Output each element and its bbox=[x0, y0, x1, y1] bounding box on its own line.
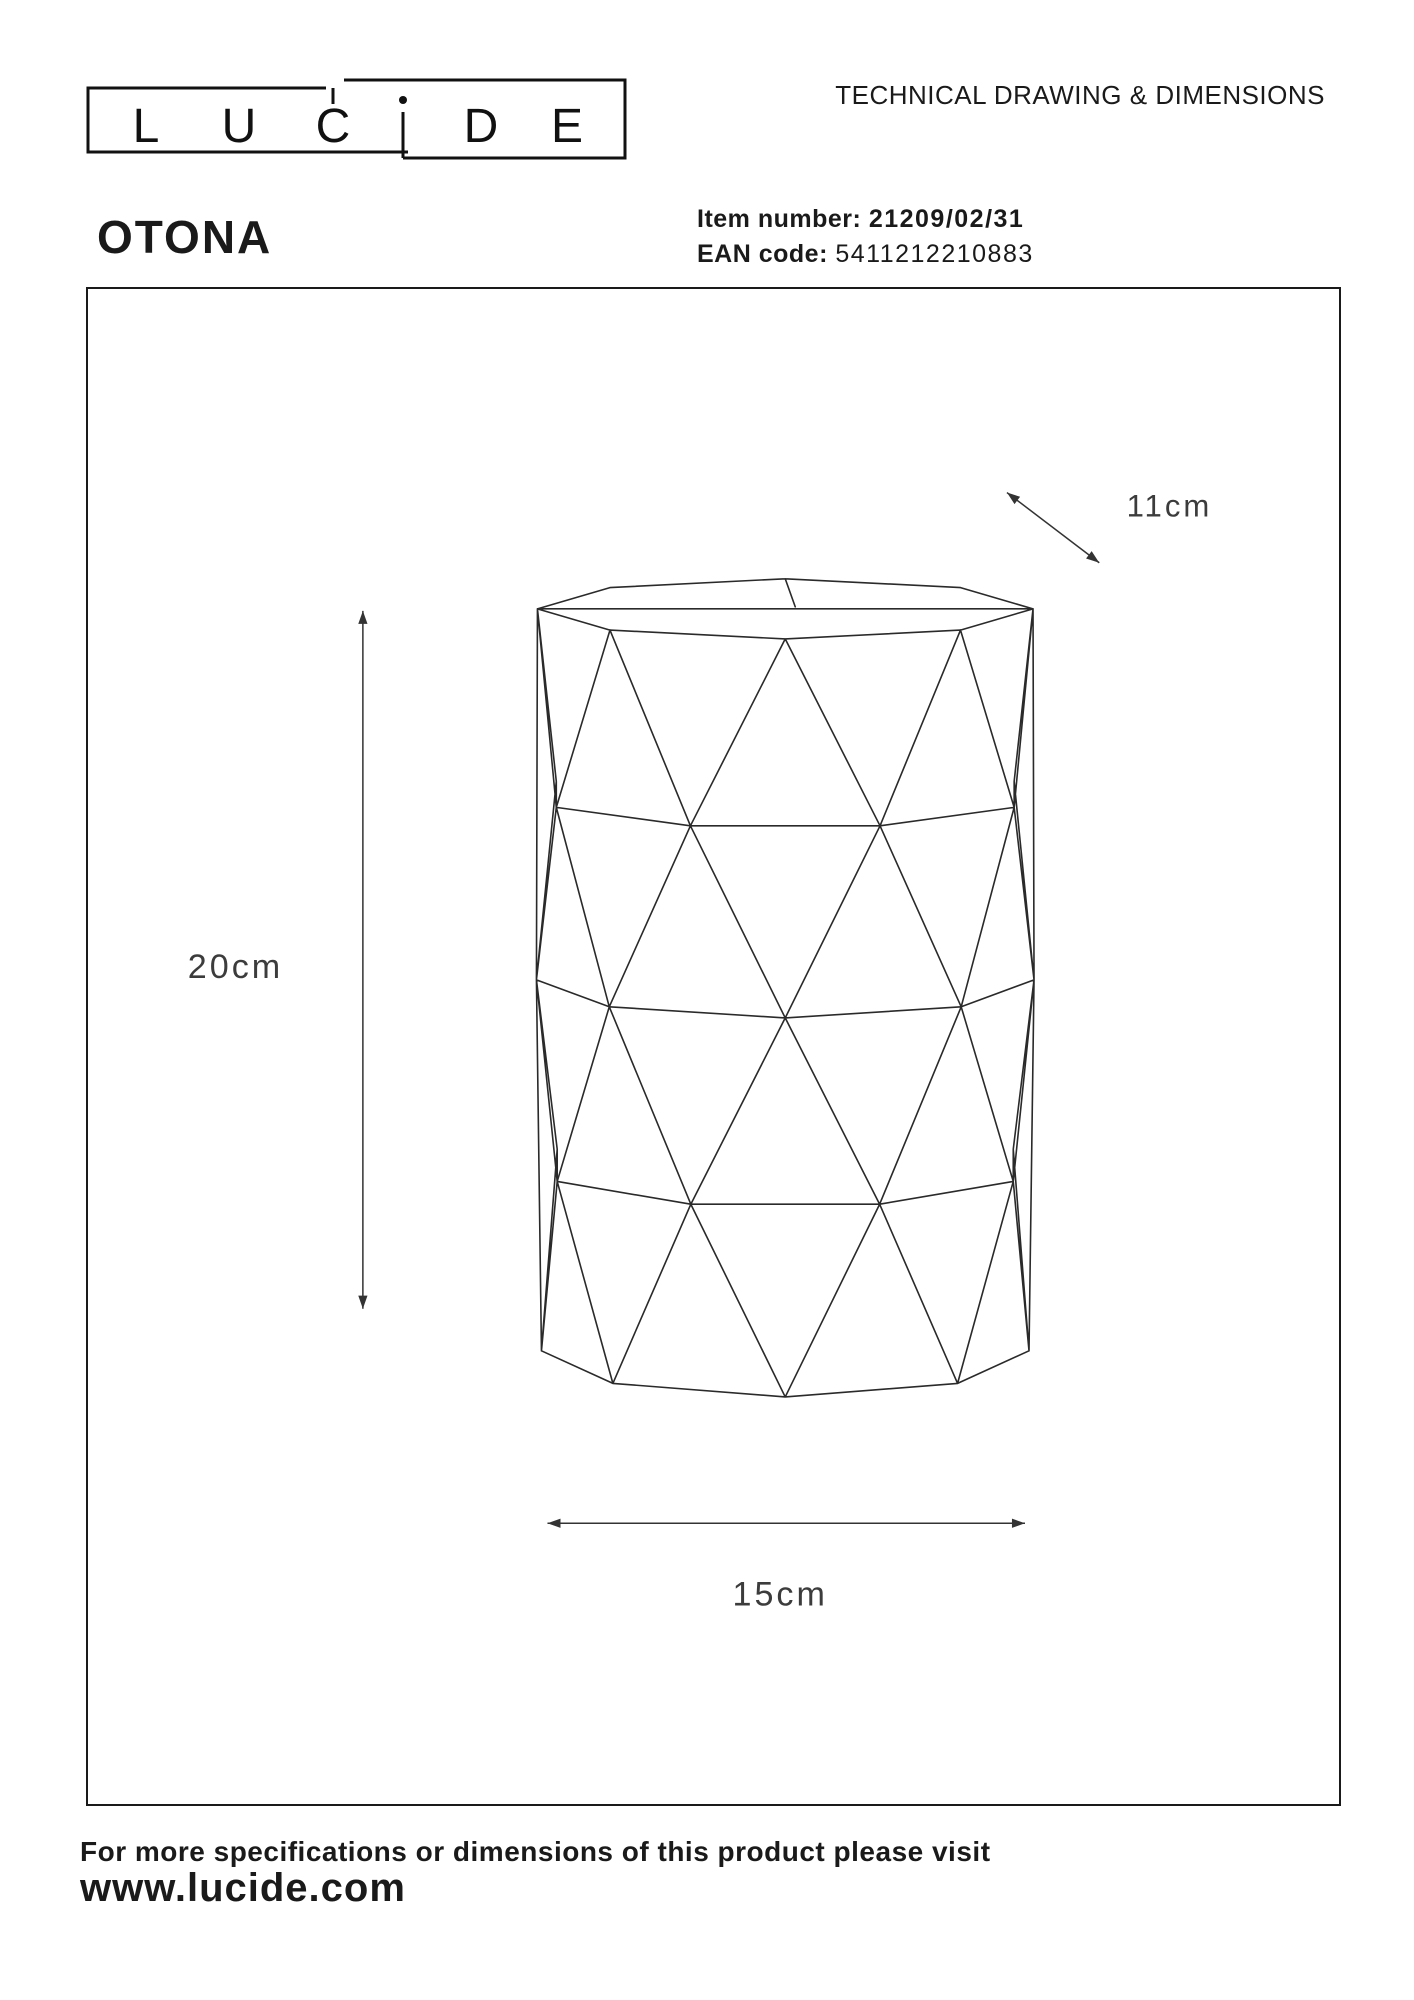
diameter-dimension-label: 15cm bbox=[732, 1575, 828, 1614]
document-title: TECHNICAL DRAWING & DIMENSIONS bbox=[835, 80, 1325, 110]
lamp-wireframe bbox=[536, 579, 1034, 1397]
drawing-frame bbox=[86, 287, 1341, 1806]
product-info bbox=[697, 202, 1034, 272]
logo-letter: E bbox=[550, 100, 584, 153]
logo-letter: U bbox=[221, 100, 257, 153]
lucide-logo bbox=[0, 0, 700, 190]
technical-drawing bbox=[88, 289, 1339, 1804]
footer-text: For more specifications or dimensions of this product please visit bbox=[80, 1836, 991, 1867]
logo-letter: L bbox=[132, 100, 160, 153]
ean-code-value: 5411212210883 bbox=[835, 240, 1034, 268]
dimension-arrows bbox=[358, 493, 1099, 1528]
lamp-facet-edges bbox=[536, 579, 1034, 1397]
logo-letter: C bbox=[315, 100, 351, 153]
height-dimension-label: 20cm bbox=[187, 947, 284, 986]
depth-dimension-label: 11cm bbox=[1126, 488, 1213, 524]
item-number-label: Item number: bbox=[697, 205, 862, 233]
website-link[interactable]: www.lucide.com bbox=[80, 1866, 406, 1910]
ean-code-label: EAN code: bbox=[697, 240, 828, 268]
product-name: OTONA bbox=[97, 211, 273, 263]
logo-i-dot bbox=[399, 96, 407, 104]
logo-letter: D bbox=[463, 100, 499, 153]
item-number-row bbox=[697, 202, 1034, 237]
ean-code-row bbox=[697, 237, 1034, 272]
item-number-value: 21209/02/31 bbox=[868, 205, 1025, 233]
depth-arrow bbox=[1007, 493, 1099, 563]
